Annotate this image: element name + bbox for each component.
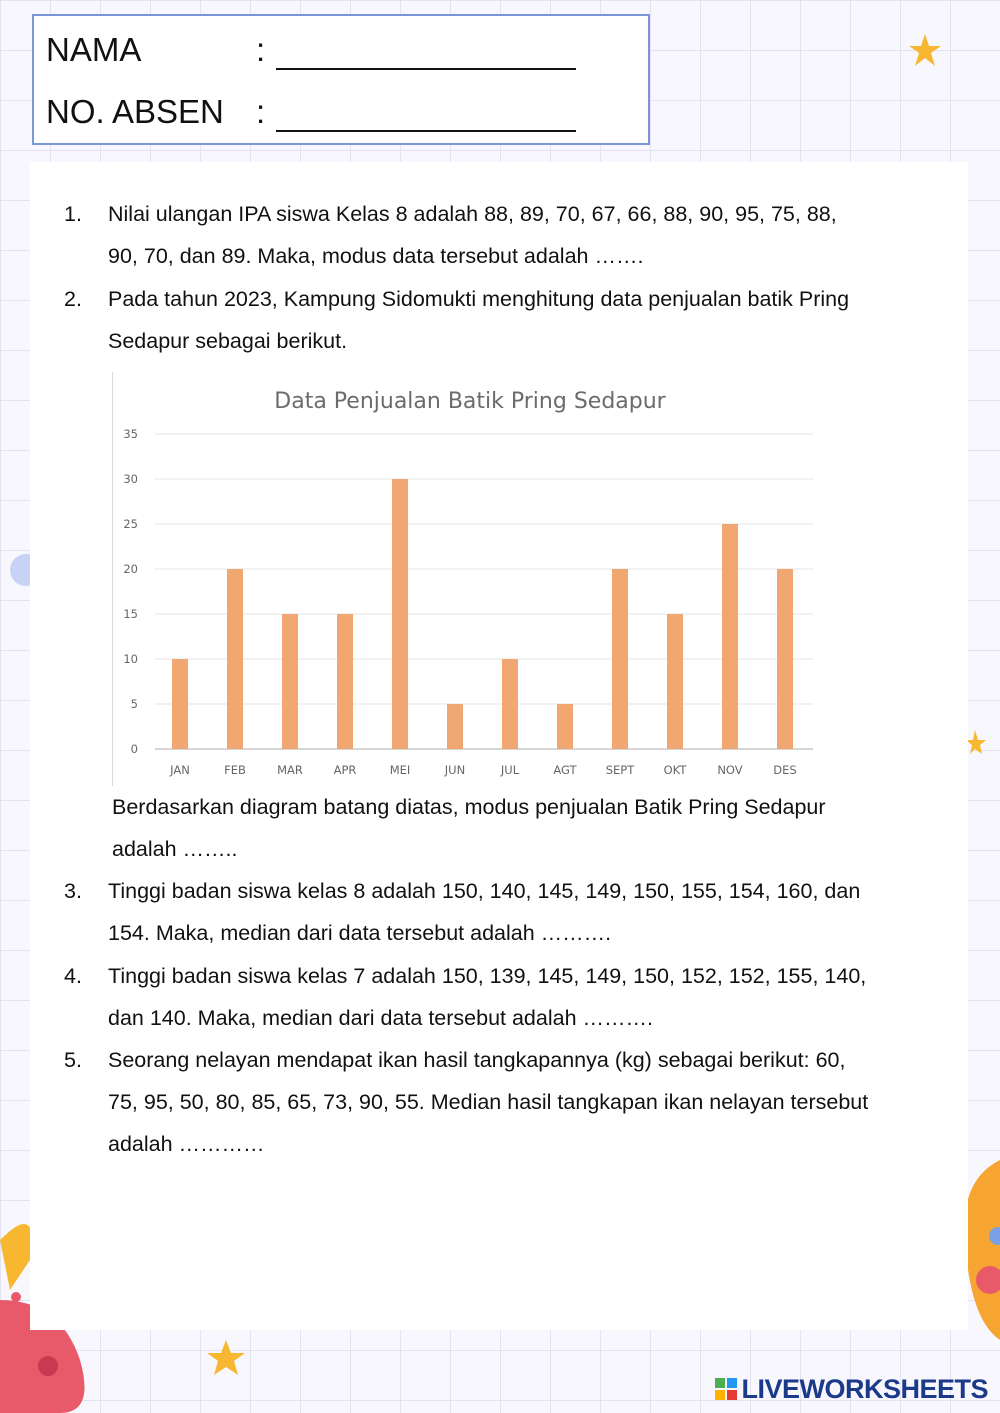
question-text-line: adalah …………: [108, 1132, 265, 1156]
question-text-line: 75, 95, 50, 80, 85, 65, 73, 90, 55. Median hasil tangkapan ikan nelayan tersebut: [108, 1090, 869, 1114]
planet-ring-decoration: [0, 1224, 32, 1290]
name-row: [46, 30, 576, 70]
question-text-line: 90, 70, dan 89. Maka, modus data tersebut adalah …….: [108, 244, 644, 268]
bar-mei: [392, 479, 408, 749]
question-text-line: Seorang nelayan mendapat ikan hasil tangkapannya (kg) sebagai berikut: 60,: [108, 1048, 846, 1072]
y-tick-label: 0: [130, 742, 138, 756]
y-tick-label: 30: [123, 472, 138, 486]
absen-input-line[interactable]: [276, 100, 576, 132]
bar-jun: [447, 704, 463, 749]
x-tick-label: JUN: [444, 763, 466, 777]
absen-row: [46, 92, 576, 132]
x-tick-label: JAN: [170, 763, 190, 777]
bar-chart-svg: [113, 372, 823, 786]
bar-okt: [667, 614, 683, 749]
liveworksheets-logo: [715, 1374, 988, 1405]
question-number: 1.: [64, 202, 82, 226]
bar-sept: [612, 569, 628, 749]
question-text-line: Sedapur sebagai berikut.: [108, 329, 348, 353]
planet-decoration: [964, 1160, 1000, 1340]
star-icon: [966, 730, 986, 754]
x-tick-label: NOV: [717, 763, 743, 777]
x-tick-label: APR: [333, 763, 357, 777]
bar-chart: [112, 372, 823, 786]
bar-agt: [557, 704, 573, 749]
student-info-box: [32, 14, 650, 145]
x-tick-label: AGT: [553, 763, 577, 777]
name-input-line[interactable]: [276, 38, 576, 70]
star-icon: [207, 1340, 245, 1375]
star-icon: [909, 34, 941, 66]
question-text-line: Pada tahun 2023, Kampung Sidomukti menghitung data penjualan batik Pring: [108, 287, 850, 311]
x-tick-label: MEI: [389, 763, 411, 777]
question-text-line: Berdasarkan diagram batang diatas, modus penjualan Batik Pring Sedapur: [112, 795, 826, 819]
question-text-line: dan 140. Maka, median dari data tersebut adalah ……….: [108, 1006, 653, 1030]
question-text-line: adalah ……..: [112, 837, 238, 861]
question-text-line: 154. Maka, median dari data tersebut adalah ……….: [108, 921, 612, 945]
question-number: 4.: [64, 964, 82, 988]
x-tick-label: DES: [773, 763, 797, 777]
bar-apr: [337, 614, 353, 749]
y-tick-label: 25: [123, 517, 138, 531]
y-tick-label: 10: [123, 652, 138, 666]
question-number: 3.: [64, 879, 82, 903]
bar-des: [777, 569, 793, 749]
x-tick-label: FEB: [224, 763, 246, 777]
bar-jan: [172, 659, 188, 749]
logo-text: LIVEWORKSHEETS: [741, 1374, 988, 1404]
x-tick-label: OKT: [663, 763, 687, 777]
name-colon: :: [256, 31, 266, 68]
absen-label: NO. ABSEN: [46, 93, 224, 130]
question-number: 5.: [64, 1048, 82, 1072]
question-number: 2.: [64, 287, 82, 311]
red-dot-decoration: [11, 1292, 21, 1302]
x-tick-label: MAR: [277, 763, 303, 777]
y-tick-label: 20: [123, 562, 138, 576]
bar-nov: [722, 524, 738, 749]
question-text-line: Tinggi badan siswa kelas 8 adalah 150, 140, 145, 149, 150, 155, 154, 160, dan: [108, 879, 861, 903]
x-tick-label: SEPT: [605, 763, 635, 777]
bar-mar: [282, 614, 298, 749]
bar-feb: [227, 569, 243, 749]
name-label: NAMA: [46, 31, 142, 68]
question-text-line: Tinggi badan siswa kelas 7 adalah 150, 139, 145, 149, 150, 152, 152, 155, 140,: [108, 964, 867, 988]
bar-jul: [502, 659, 518, 749]
y-tick-label: 5: [130, 697, 138, 711]
absen-colon: :: [256, 93, 266, 130]
logo-icon: [715, 1378, 737, 1400]
planet-spot-decoration: [38, 1356, 58, 1376]
chart-title: Data Penjualan Batik Pring Sedapur: [274, 389, 666, 414]
y-tick-label: 35: [123, 427, 138, 441]
question-text-line: Nilai ulangan IPA siswa Kelas 8 adalah 88, 89, 70, 67, 66, 88, 90, 95, 75, 88,: [108, 202, 837, 226]
y-tick-label: 15: [123, 607, 138, 621]
x-tick-label: JUL: [500, 763, 520, 777]
